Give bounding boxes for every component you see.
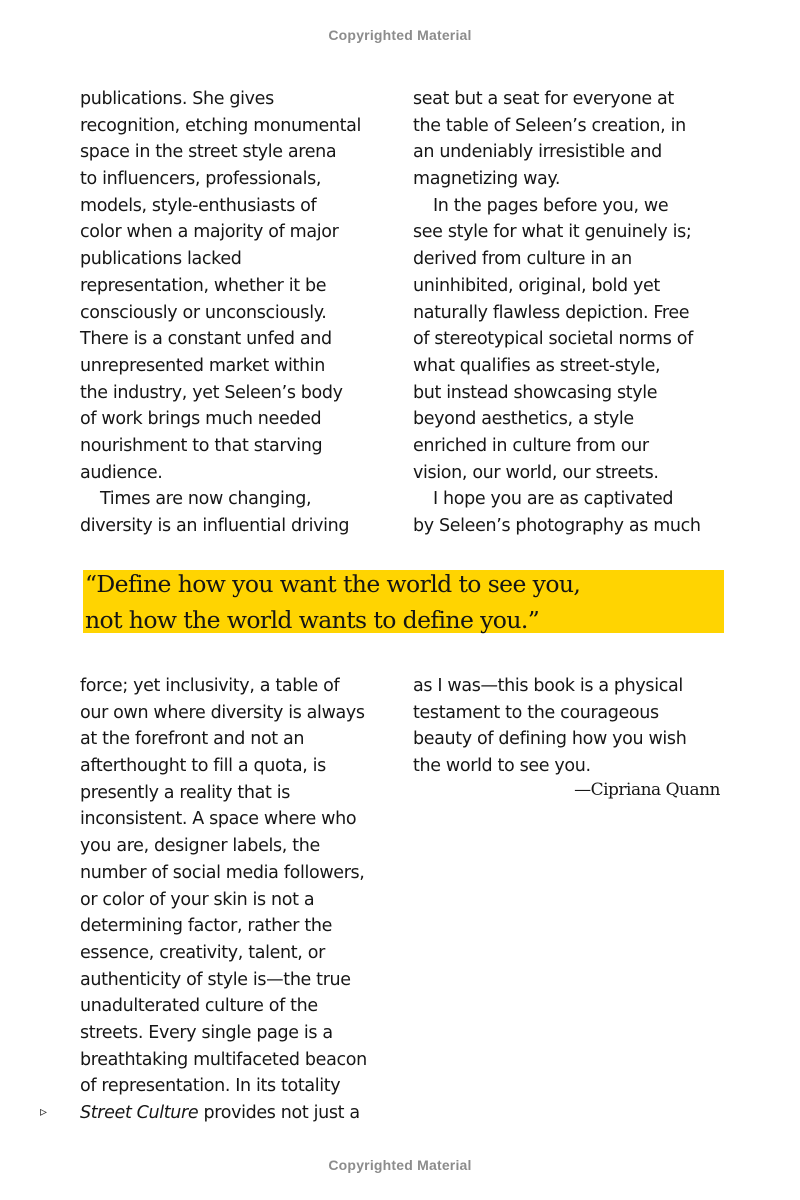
text-line: an undeniably irresistible and — [413, 142, 662, 163]
text-line-last — [80, 1100, 398, 1127]
text-line: essence, creativity, talent, or — [80, 942, 325, 963]
text-line: unadulterated culture of the — [80, 996, 318, 1017]
text-column-top-right — [413, 86, 731, 540]
text-line: representation, whether it be — [80, 275, 327, 296]
text-line: at the forefront and not an — [80, 729, 305, 750]
text-line: unrepresented market within — [80, 355, 326, 376]
text-line: beauty of defining how you wish — [413, 729, 687, 750]
text-column-bottom-right — [413, 673, 731, 780]
text-line: publications. She gives — [80, 89, 274, 109]
text-line: In the pages before you, we — [433, 195, 669, 216]
text-line: force; yet inclusivity, a table of — [80, 676, 340, 696]
text-line: by Seleen’s photography as much — [413, 516, 701, 536]
text-line: afterthought to fill a quota, is — [80, 756, 326, 777]
text-line: breathtaking multifaceted beacon — [80, 1049, 367, 1070]
text-column-bottom-left — [80, 673, 398, 1127]
text-line: to influencers, professionals, — [80, 169, 322, 190]
text-line: or color of your skin is not a — [80, 889, 315, 910]
text-line: our own where diversity is always — [80, 702, 365, 723]
text-line: color when a majority of major — [80, 222, 339, 243]
text-line: recognition, etching monumental — [80, 115, 362, 136]
text-line: derived from culture in an — [413, 249, 632, 270]
text-line: audience. — [80, 462, 163, 483]
text-line: what qualifies as street-style, — [413, 355, 661, 376]
text-line: authenticity of style is—the true — [80, 969, 351, 990]
text-line: models, style-enthusiasts of — [80, 195, 317, 216]
watermark-bottom: Copyrighted Material — [328, 1157, 472, 1173]
text-line: of work brings much needed — [80, 409, 322, 430]
text-line: of stereotypical societal norms of — [413, 329, 693, 350]
text-line: consciously or unconsciously. — [80, 302, 327, 323]
text-line: enriched in culture from our — [413, 435, 649, 456]
text-line: seat but a seat for everyone at — [413, 89, 674, 109]
text-line: vision, our world, our streets. — [413, 462, 659, 483]
text-line: There is a constant unfed and — [80, 329, 332, 350]
text-line: magnetizing way. — [413, 169, 561, 190]
text-line: determining factor, rather the — [80, 916, 333, 937]
text-column-top-left — [80, 86, 398, 540]
text-line: you are, designer labels, the — [80, 836, 320, 857]
pull-quote-line-2: not how the world wants to define you.” — [85, 606, 540, 634]
text-line: inconsistent. A space where who — [80, 809, 357, 830]
text-line: of representation. In its totality — [80, 1076, 341, 1097]
pull-quote — [83, 570, 724, 633]
text-line: diversity is an influential driving — [80, 516, 350, 536]
text-line: I hope you are as captivated — [433, 489, 674, 510]
text-line: beyond aesthetics, a style — [413, 409, 634, 430]
text-line: as I was—this book is a physical — [413, 676, 683, 696]
text-line: streets. Every single page is a — [80, 1022, 333, 1043]
text-line: testament to the courageous — [413, 702, 659, 723]
attribution: —Cipriana Quann — [574, 780, 720, 800]
text-line: space in the street style arena — [80, 142, 337, 163]
text-line: the table of Seleen’s creation, in — [413, 115, 686, 136]
text-line: but instead showcasing style — [413, 382, 658, 403]
text-line: uninhibited, original, bold yet — [413, 275, 660, 296]
text-line-rest: provides not just a — [198, 1103, 360, 1123]
text-line: the world to see you. — [413, 756, 591, 777]
book-title-italic: Street Culture — [80, 1103, 199, 1123]
pull-quote-line-1: “Define how you want the world to see you, — [85, 570, 581, 598]
text-line: presently a reality that is — [80, 782, 291, 803]
page-marker-icon: ▹ — [40, 1104, 48, 1120]
text-line: nourishment to that starving — [80, 435, 323, 456]
text-line: the industry, yet Seleen’s body — [80, 382, 343, 403]
text-line: number of social media followers, — [80, 862, 365, 883]
text-line: see style for what it genuinely is; — [413, 222, 692, 243]
text-line: naturally flawless depiction. Free — [413, 302, 690, 323]
text-line: publications lacked — [80, 249, 242, 270]
watermark-top: Copyrighted Material — [328, 27, 472, 43]
text-line: Times are now changing, — [100, 489, 312, 510]
